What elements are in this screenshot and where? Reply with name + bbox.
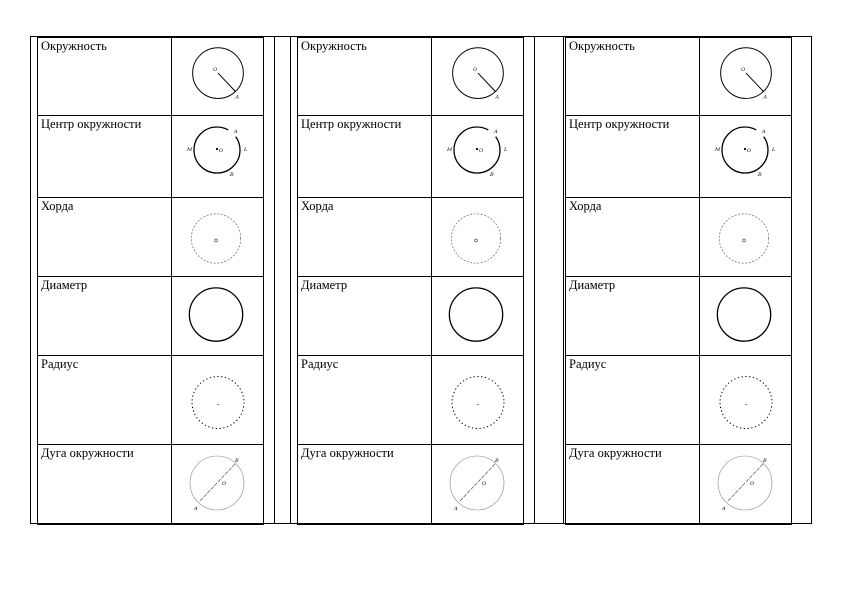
table-row (38, 356, 264, 445)
circle-with-radius-figure (700, 38, 791, 115)
figure-cell (700, 445, 792, 525)
point-label-l: L (504, 147, 508, 153)
plain-circle-figure (172, 277, 263, 355)
point-label-end: A (763, 94, 768, 101)
table-row (566, 356, 792, 445)
table-row (38, 38, 264, 116)
point-label-b: B (758, 172, 762, 178)
circle-with-radius-figure (432, 38, 523, 115)
term-label: Радиус (38, 356, 172, 445)
figure-cell (432, 356, 524, 445)
circle-with-center-points-figure (432, 116, 523, 197)
point-label-b: B (235, 458, 239, 464)
term-label: Диаметр (38, 277, 172, 356)
figure-cell (432, 38, 524, 116)
figure-cell (432, 445, 524, 525)
term-label: Окружность (566, 38, 700, 116)
point-label-m: M (715, 147, 721, 153)
frame-left-line (30, 36, 31, 524)
table-row (298, 277, 524, 356)
figure-cell (172, 445, 264, 525)
table-row (38, 116, 264, 198)
figure-cell (172, 277, 264, 356)
table-row (566, 445, 792, 525)
point-label-center: O (213, 67, 218, 74)
dotted-circle-figure (432, 356, 523, 444)
figure-cell (172, 116, 264, 198)
point-label-b: B (230, 172, 234, 178)
table-row (566, 116, 792, 198)
point-label-center: O (741, 67, 746, 74)
point-label-end: A (495, 94, 500, 101)
figure-cell (432, 198, 524, 277)
circle-with-center-points-figure (172, 116, 263, 197)
dashed-circle-center-figure (700, 198, 791, 276)
term-label: Окружность (38, 38, 172, 116)
table-row (38, 445, 264, 525)
point-label-o: O (482, 481, 487, 487)
table-row (566, 198, 792, 277)
circle-with-chord-figure (172, 445, 263, 524)
point-label-b: B (763, 458, 767, 464)
term-label: Хорда (38, 198, 172, 277)
point-label-o: O (219, 148, 224, 154)
term-label: Радиус (566, 356, 700, 445)
figure-cell (172, 356, 264, 445)
table-row (38, 198, 264, 277)
term-label: Дуга окружности (38, 445, 172, 525)
divider-3 (534, 36, 535, 524)
term-label: Хорда (298, 198, 432, 277)
dashed-circle-center-figure (172, 198, 263, 276)
divider-4 (563, 36, 564, 524)
circle-with-chord-figure (700, 445, 791, 524)
dashed-circle-center-figure (432, 198, 523, 276)
figure-cell (172, 198, 264, 277)
point-label-a: A (722, 506, 726, 512)
table-row (298, 198, 524, 277)
term-label: Центр окружности (298, 116, 432, 198)
point-label-end: A (235, 94, 240, 101)
point-label-center: O (473, 67, 478, 74)
frame-right-line (811, 36, 812, 524)
point-label-o: O (750, 481, 755, 487)
term-label: Окружность (298, 38, 432, 116)
plain-circle-figure (432, 277, 523, 355)
point-label-m: M (187, 147, 193, 153)
table-row (38, 277, 264, 356)
term-label: Хорда (566, 198, 700, 277)
term-label: Дуга окружности (566, 445, 700, 525)
dotted-circle-figure (700, 356, 791, 444)
term-label: Дуга окружности (298, 445, 432, 525)
point-label-l: L (772, 147, 776, 153)
point-label-a: A (194, 506, 198, 512)
term-label: Центр окружности (566, 116, 700, 198)
figure-cell (432, 116, 524, 198)
divider-1 (274, 36, 275, 524)
table-row (566, 277, 792, 356)
figure-cell (700, 356, 792, 445)
term-label: Центр окружности (38, 116, 172, 198)
point-label-o: O (747, 148, 752, 154)
figure-cell (432, 277, 524, 356)
point-label-o: O (479, 148, 484, 154)
plain-circle-figure (700, 277, 791, 355)
table-row (298, 445, 524, 525)
term-label: Диаметр (566, 277, 700, 356)
point-label-a: A (762, 129, 766, 135)
circle-with-center-points-figure (700, 116, 791, 197)
term-table-2 (297, 37, 524, 525)
point-label-a: A (234, 129, 238, 135)
dotted-circle-figure (172, 356, 263, 444)
figure-cell (700, 277, 792, 356)
point-label-l: L (244, 147, 248, 153)
point-label-m: M (447, 147, 453, 153)
figure-cell (700, 198, 792, 277)
figure-cell (700, 38, 792, 116)
term-table-3 (565, 37, 792, 525)
circle-with-radius-figure (172, 38, 263, 115)
point-label-b: B (495, 458, 499, 464)
term-table-1 (37, 37, 264, 525)
table-row (298, 38, 524, 116)
point-label-o: O (222, 481, 227, 487)
figure-cell (700, 116, 792, 198)
table-row (566, 38, 792, 116)
table-row (298, 116, 524, 198)
figure-cell (172, 38, 264, 116)
point-label-b: B (490, 172, 494, 178)
table-row (298, 356, 524, 445)
point-label-a: A (454, 506, 458, 512)
term-label: Диаметр (298, 277, 432, 356)
divider-2 (290, 36, 291, 524)
point-label-a: A (494, 129, 498, 135)
term-label: Радиус (298, 356, 432, 445)
circle-with-chord-figure (432, 445, 523, 524)
